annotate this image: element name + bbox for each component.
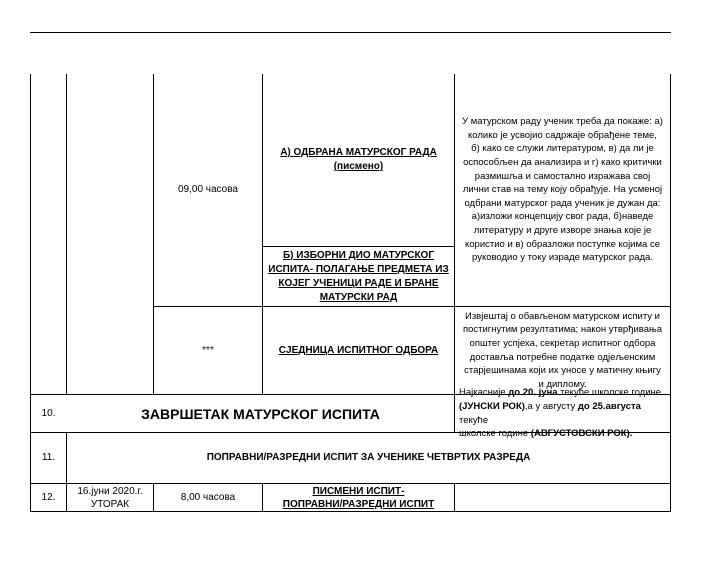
row-11-title: ПОПРАВНИ/РАЗРЕДНИ ИСПИТ ЗА УЧЕНИКЕ ЧЕТВРТИХ РАЗРЕДА — [206, 452, 531, 463]
activity-line-2: ПОПРАВНИ/РАЗРЕДНИ ИСПИТ — [282, 498, 435, 510]
note-cell-session — [455, 307, 670, 394]
note-line: лични став на тему коју обрађује. На усменој — [462, 184, 663, 196]
note-line: старјешинама који их уносе у матичну књигу — [464, 365, 661, 377]
note-span: текуће — [459, 414, 489, 426]
date-cell-12 — [67, 484, 153, 511]
time-cell-session — [154, 307, 262, 394]
row-11-title-cell — [67, 433, 670, 483]
note-line: одбрани матурског рада ученик је дужан да: — [464, 197, 661, 209]
table-right-border — [670, 74, 671, 511]
note-line: размишља и самостално изражава свој — [474, 170, 651, 182]
row-10-title-cell — [67, 395, 454, 432]
row-number-text: 11. — [41, 452, 56, 463]
note-line: а)изложи концепцију свог рада, б)наведе — [471, 211, 654, 223]
note-bold: (АВГУСТОВСКИ РОК). — [530, 428, 633, 440]
note-span: школске године — [459, 428, 531, 440]
activity-cell-defense — [263, 136, 454, 184]
time-text: 8,00 часова — [180, 491, 236, 503]
note-line-1 — [459, 386, 669, 400]
note-cell-defense — [455, 74, 670, 306]
day-text: УТОРАК — [90, 498, 130, 510]
activity-cell-elective — [263, 247, 454, 306]
time-cell-12 — [154, 484, 262, 511]
date-text: 16.јуни 2020.г. — [77, 485, 143, 497]
activity-line-1: ПИСМЕНИ ИСПИТ- — [312, 485, 405, 497]
col-divider-1-upper — [66, 74, 67, 394]
time-text: *** — [202, 344, 214, 356]
row-10-title: ЗАВРШЕТАК МАТУРСКОГ ИСПИТА — [141, 405, 380, 422]
note-bold: до 25.августа — [577, 400, 641, 412]
note-line: руководио у току израде матурског рада. — [472, 252, 653, 264]
activity-a-line-2: (писмено) — [333, 161, 384, 172]
activity-b-line-4: МАТУРСКИ РАД — [319, 291, 398, 303]
note-span: ,а у августу — [524, 400, 578, 412]
note-line: оспособљен да анализира и г) како критички — [463, 157, 662, 169]
row-number-11 — [31, 433, 66, 483]
time-cell-defense — [154, 74, 262, 306]
note-line: б) како се служи литературом, в) да ли је — [471, 143, 654, 155]
note-line: и диплому. — [538, 378, 587, 390]
row-number-text: 10. — [41, 407, 56, 419]
activity-b-line-3: КОЈЕГ УЧЕНИЦИ РАДЕ И БРАНЕ — [278, 277, 439, 289]
note-line: доставља потребне податке одјељенским — [469, 351, 656, 363]
note-span: Најкасније — [459, 387, 509, 399]
activity-a-line-1: А) ОДБРАНА МАТУРСКОГ РАДА — [280, 147, 437, 158]
activity-cell-session — [263, 307, 454, 394]
activity-cell-12 — [263, 484, 454, 511]
time-text: 09,00 часова — [177, 184, 238, 195]
activity-b-line-1: Б) ИЗБОРНИ ДИО МАТУРСКОГ — [282, 249, 434, 261]
note-line: колико је усвојио садржаје обрађене теме, — [468, 129, 657, 141]
col-divider-4-lower — [454, 483, 455, 511]
activity-text: СЈЕДНИЦА ИСПИТНОГ ОДБОРА — [278, 344, 439, 356]
note-line: користио и в) образложи поступке којима се — [464, 238, 660, 250]
row-number-12 — [31, 484, 66, 511]
row-number-10 — [31, 395, 66, 432]
note-span: текуће школске године — [557, 387, 662, 399]
note-cell-10 — [459, 387, 669, 440]
note-line-2 — [459, 400, 669, 427]
note-bold: до 20. јуна — [508, 387, 558, 399]
activity-b-line-2: ИСПИТА- ПОЛАГАЊЕ ПРЕДМЕТА ИЗ — [268, 263, 449, 275]
table-top-border — [30, 32, 671, 33]
note-line: постигнутим резултатима; након утврђивања — [462, 324, 663, 336]
table-bottom-border — [30, 511, 671, 512]
note-line: Извјештај о обављеном матурском испиту и — [464, 310, 660, 322]
note-line: литературу и друге изворе знања које је — [473, 224, 652, 236]
note-bold: (ЈУНСКИ РОК) — [459, 400, 525, 412]
note-line: У матурском раду ученик треба да покаже: а) — [462, 116, 663, 128]
row-number-text: 12. — [41, 491, 56, 503]
note-line: општег успјеха, секретар испитног одбора — [469, 337, 656, 349]
